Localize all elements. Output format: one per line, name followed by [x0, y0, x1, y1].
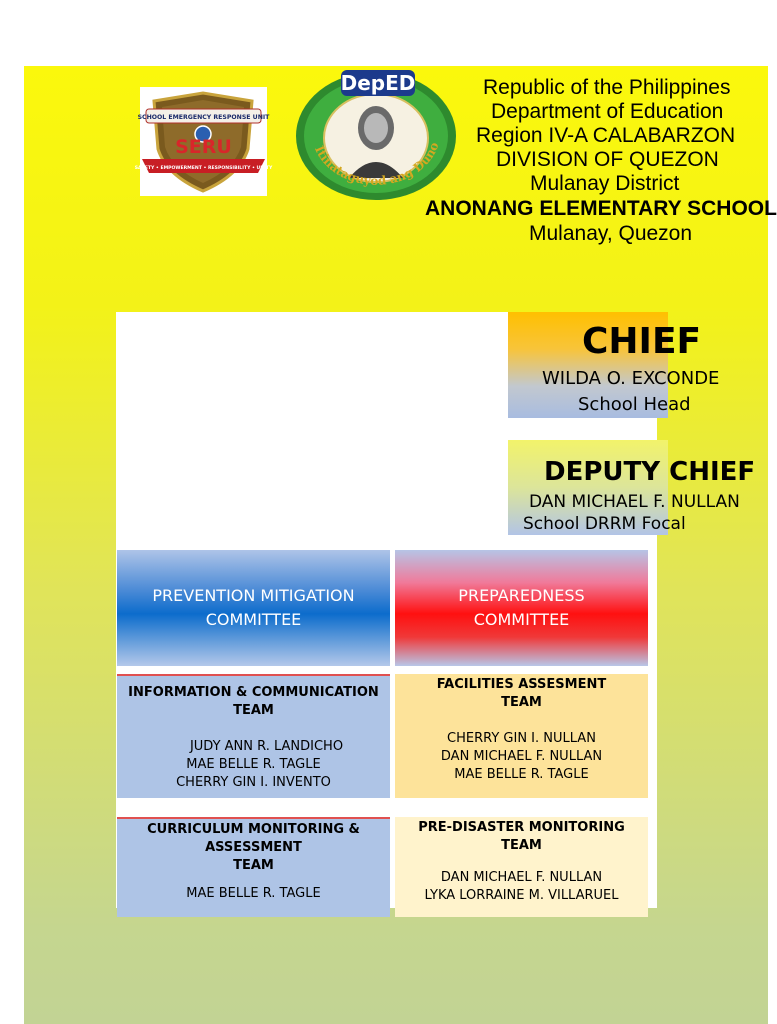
header-division: DIVISION OF QUEZON: [496, 148, 719, 171]
chief-position: School Head: [578, 394, 691, 415]
pre-disaster-monitoring-team: [395, 817, 648, 917]
committee-label-line2: COMMITTEE: [205, 610, 302, 629]
team-name-mid: ASSESSMENT: [205, 840, 302, 855]
team-member: DAN MICHAEL F. NULLAN: [440, 870, 603, 885]
team-member: DAN MICHAEL F. NULLAN: [440, 749, 603, 764]
school-header: [400, 76, 777, 256]
deputy-position: School DRRM Focal: [523, 514, 686, 534]
chief-title: CHIEF: [582, 321, 702, 362]
team-member: CHERRY GIN I. NULLAN: [447, 731, 596, 746]
team-name-suffix: TEAM: [233, 703, 274, 718]
committee-label-line1: PREVENTION MITIGATION: [152, 586, 355, 605]
team-members: [395, 730, 648, 784]
team-name: FACILITIES ASSESMENT: [436, 677, 607, 692]
team-name-suffix: TEAM: [501, 838, 542, 853]
team-members: [117, 885, 390, 903]
prevention-mitigation-committee: [117, 550, 390, 666]
facilities-assesment-team: [395, 674, 648, 798]
seru-logo: [134, 87, 273, 196]
seru-name: SERU: [175, 136, 232, 158]
team-members: [395, 869, 648, 905]
header-region: Region IV-A CALABARZON: [476, 124, 736, 147]
deputy-name: DAN MICHAEL F. NULLAN: [529, 492, 740, 512]
team-name: CURRICULUM MONITORING &: [147, 822, 360, 837]
chief-box: [508, 312, 720, 418]
team-member: LYKA LORRAINE M. VILLARUEL: [424, 888, 619, 903]
header-republic: Republic of the Philippines: [483, 76, 731, 99]
team-name-suffix: TEAM: [501, 695, 542, 710]
seru-shield-icon: [134, 87, 273, 196]
team-member: MAE BELLE R. TAGLE: [186, 757, 321, 772]
team-name: INFORMATION & COMMUNICATION: [128, 685, 379, 700]
team-name: PRE-DISASTER MONITORING: [418, 820, 625, 835]
team-member: JUDY ANN R. LANDICHO: [189, 739, 344, 754]
header-school-name: ANONANG ELEMENTARY SCHOOL: [425, 197, 777, 220]
org-chart: [116, 312, 756, 908]
team-member: MAE BELLE R. TAGLE: [454, 767, 589, 782]
team-members: [117, 738, 390, 792]
deputy-box: [508, 440, 756, 535]
curriculum-monitoring-team: [117, 817, 390, 917]
header-department: Department of Education: [491, 100, 724, 123]
deped-ring-text: Itinataguyod ang Duno: [312, 140, 442, 188]
chief-name: WILDA O. EXCONDE: [542, 368, 720, 389]
committee-label-line1: PREPAREDNESS: [458, 586, 585, 605]
header-address: Mulanay, Quezon: [529, 222, 693, 245]
team-member: MAE BELLE R. TAGLE: [186, 886, 321, 901]
deped-wordmark: DepED: [340, 71, 416, 95]
preparedness-committee: [395, 550, 648, 666]
committee-label-line2: COMMITTEE: [473, 610, 570, 629]
seru-top-text: SCHOOL EMERGENCY RESPONSE UNIT: [137, 114, 270, 121]
information-communication-team: [117, 674, 390, 798]
header-district: Mulanay District: [530, 172, 680, 195]
team-name-suffix: TEAM: [233, 858, 274, 873]
team-member: CHERRY GIN I. INVENTO: [176, 775, 331, 790]
seru-motto: SAFETY • EMPOWERMENT • RESPONSIBILITY • UNITY: [134, 166, 273, 171]
deputy-title: DEPUTY CHIEF: [544, 457, 756, 487]
